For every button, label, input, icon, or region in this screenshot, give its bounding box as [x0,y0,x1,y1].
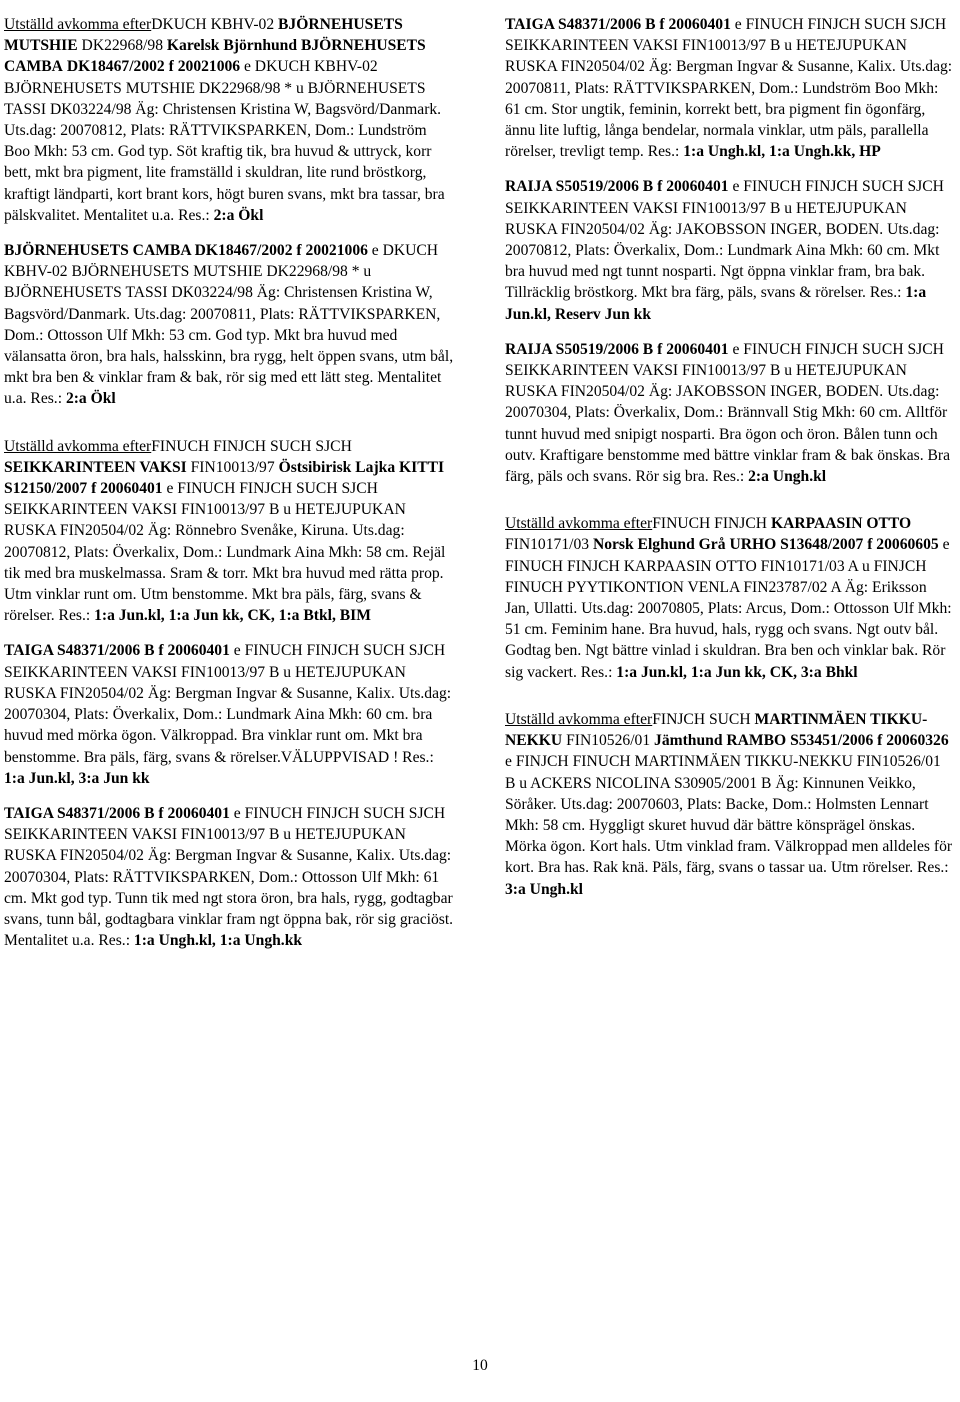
entry-text: e DKUCH KBHV-02 BJÖRNEHUSETS MUTSHIE DK22968/98 * u BJÖRNEHUSETS TASSI DK03224/98 Äg: Christensen Kristina W, Bagsvörd/Danmark. Uts.dag: 20070812, Plats: RÄTTVIKSPARKEN, Dom.: Lundström Boo Mkh: 53 cm. God typ. Söt kraftig tik, bra huvud & uttryck, korr bett, mkt bra pigment, lite framställd i skuldran, lite rund bröstkorg, kraftigt ländparti, kort brant kors, högt buren svans, mkt bra tassar, bra pälskvalitet. Mentalitet u.a. Res.: [4,58,445,224]
bold-text: KARPAASIN OTTO [770,515,912,533]
result-entry [4,803,456,951]
section-heading-label: Utställd avkomma efter [4,16,152,33]
bold-text: 1:a Ungh.kl, 1:a Ungh.kk [133,932,303,950]
result-entry [4,14,456,226]
bold-text: 20021006 [177,58,241,76]
bold-text: 1:a Ungh.kl, 1:a Ungh.kk, HP [683,143,881,161]
bold-text: Karelsk Björnhund [166,37,298,55]
right-column [505,14,955,914]
bold-text: URHO S13648/2007 f [729,536,873,554]
result-entry [505,709,955,900]
entry-text: FINJCH SUCH [652,710,755,728]
entry-text: FIN10526/01 [562,732,655,750]
entry-text: e DKUCH KBHV-02 BJÖRNEHUSETS MUTSHIE DK22968/98 * u BJÖRNEHUSETS TASSI DK03224/98 Äg: Christensen Kristina W, Bagsvörd/Danmark. Uts.dag: 20070811, Plats: RÄTTVIKSPARKEN, Dom.: Ottosson Ulf Mkh: 53 cm. God typ. Mkt bra huvud med välansatta öron, bra hals, halsskinn, bra rygg, helt öppen svans, utm bål, mkt bra ben & vinklar fram & bak, rör sig med ett lätt steg. Mentalitet u.a. Res.: [4,242,454,408]
result-entry [4,240,456,410]
bold-text: f [158,642,164,660]
bold-text: 2:a Ökl [213,206,264,224]
bold-text: 2:a Ungh.kl [748,468,827,486]
bold-text: RAIJA S50519/2006 B [505,178,654,196]
left-column [4,14,456,965]
result-entry [4,436,456,627]
entry-text: e FINUCH FINJCH SUCH SJCH SEIKKARINTEEN VAKSI FIN10013/97 B u HETEJUPUKAN RUSKA FIN20504/02 Äg: Bergman Ingvar & Susanne, Kalix. Uts.dag: 20070304, Plats: RÄTTVIKSPARKEN, Dom.: Ottosson Ulf Mkh: 61 cm. Mkt god typ. Tunn tik med ngt stora öron, bra hals, rygg, godtagbar svans, tunn bål, godtagbara vinklar fram ngt öppna bak, rör sig graciöst. Mentalitet u.a. Res.: [4,804,454,950]
bold-text: 20060401 [666,340,729,358]
result-entry [505,513,955,683]
result-entry [505,14,955,162]
result-entry [505,339,955,487]
bold-text: f [657,340,663,358]
entry-text: e FINUCH FINJCH SUCH SJCH SEIKKARINTEEN VAKSI FIN10013/97 B u HETEJUPUKAN RUSKA FIN20504/02 Äg: JAKOBSSON INGER, BODEN. Uts.dag: 20070304, Plats: Överkalix, Dom.: Brännvall Stig Mkh: 60 cm. Alltför tunnt huvud med snipigt nosparti. Bra ögon och öron. Bålen tunn och outv. Kraftigare benstomme med bättre vinklar fram & bak önskas. Bra färg, päls och svans. Rör sig bra. Res.: [505,340,951,486]
entry-text: FIN10013/97 [186,458,279,476]
entry-text: FIN10171/03 [505,536,593,554]
bold-text: BJÖRNEHUSETS CAMBA [4,37,426,76]
bold-text: 1:a Jun.kl, Reserv Jun kk [505,284,927,323]
bold-text: RAMBO S53451/2006 f [726,732,883,750]
bold-text: 20060326 [886,732,949,750]
bold-text: Norsk Elghund Grå [592,536,726,554]
entry-text: DKUCH KBHV-02 [151,16,279,33]
entry-text: e FINJCH FINUCH MARTINMÄEN TIKKU-NEKKU FIN10526/01 B u ACKERS NICOLINA S30905/2001 B Äg: Kinnunen Veikko, Söråker. Uts.dag: 20070603, Plats: Backe, Dom.: Holmsten Lennart Mkh: 58 cm. Hyggligt skuret huvud där bättre könsprägel önskas. Mörka ögon. Kort hals. Utm vinklad fram. Välkroppad men alldeles för kort. Bra has. Rak knä. Päls, färg, svans o tassar ua. Utm rörelser. Res.: [505,753,953,877]
bold-text: f [158,804,164,822]
page-number: 10 [472,1357,488,1374]
section-heading-label: Utställd avkomma efter [505,710,653,728]
bold-text: MARTINMÄEN TIKKU-NEKKU [505,710,928,750]
result-entry [505,176,955,324]
bold-text: 20060605 [876,536,939,554]
entry-text: e FINUCH FINJCH SUCH SJCH SEIKKARINTEEN VAKSI FIN10013/97 B u HETEJUPUKAN RUSKA FIN20504/02 Äg: Rönnebro Svenåke, Kiruna. Uts.dag: 20070812, Plats: Överkalix, Dom.: Lundmark Aina Mkh: 58 cm. Rejäl tik med bra muskelmassa. Sram & torr. Mkt bra huvud med rätta prop. Utm vinklar runt om. Utm benstomme. Mkt bra päls, färg, svans & rörelser. Res.: [4,480,446,625]
bold-text: 20060401 [666,178,729,196]
bold-text: SEIKKARINTEEN VAKSI [4,458,187,476]
bold-text: f [659,16,665,33]
bold-text: TAIGA S48371/2006 B [4,642,155,660]
bold-text: 20060401 [167,642,230,660]
bold-text: 20060401 [668,16,731,33]
section-heading-label: Utställd avkomma efter [505,515,653,533]
section-heading-label: Utställd avkomma efter [4,437,152,455]
entry-text: FINUCH FINJCH SUCH SJCH [151,437,352,455]
bold-text: DK18467/2002 f [66,58,174,76]
bold-text: BJÖRNEHUSETS CAMBA DK18467/2002 f [4,242,302,260]
bold-text: f [91,480,97,498]
entry-text: e FINUCH FINJCH SUCH SJCH SEIKKARINTEEN VAKSI FIN10013/97 B u HETEJUPUKAN RUSKA FIN20504/02 Äg: Bergman Ingvar & Susanne, Kalix. Uts.dag: 20070811, Plats: RÄTTVIKSPARKEN, Dom.: Lundström Boo Mkh: 61 cm. Stor ungtik, feminin, korrekt bett, bra pigment fin ögonfärg, ännu lite luftig, långa bendelar, normala vinklar, utm päls, parallella rörelser, trevligt temp. Res.: [505,16,953,161]
bold-text: 1:a Jun.kl, 1:a Jun kk, CK, 3:a Bhkl [616,663,858,681]
bold-text: 1:a Jun.kl, 3:a Jun kk [4,769,150,787]
entry-text: e FINUCH FINJCH SUCH SJCH SEIKKARINTEEN VAKSI FIN10013/97 B u HETEJUPUKAN RUSKA FIN20504/02 Äg: JAKOBSSON INGER, BODEN. Uts.dag: 20070812, Plats: Överkalix, Dom.: Lundmark Aina Mkh: 60 cm. Mkt bra huvud med ngt tunnt nosparti. Ngt öppna vinklar fram, bra bak. Tillräcklig bröstkorg. Mkt bra färg, päls, svans & rörelser. Res.: [505,178,944,302]
bold-text: RAIJA S50519/2006 B [505,340,654,358]
bold-text: 2:a Ökl [65,390,116,408]
bold-text: 20021006 [305,242,368,260]
bold-text: TAIGA S48371/2006 B [505,16,656,33]
bold-text: 1:a Jun.kl, 1:a Jun kk, CK, 1:a Btkl, BIM [94,607,371,625]
bold-text: 3:a Ungh.kl [505,880,583,898]
bold-text: Östsibirisk Lajka [278,458,396,476]
bold-text: 20060401 [100,480,163,498]
bold-text: BJÖRNEHUSETS MUTSHIE [4,16,403,55]
bold-text: 20060401 [167,804,230,822]
bold-text: f [657,178,663,196]
entry-text: e FINUCH FINJCH SUCH SJCH SEIKKARINTEEN VAKSI FIN10013/97 B u HETEJUPUKAN RUSKA FIN20504/02 Äg: Bergman Ingvar & Susanne, Kalix. Uts.dag: 20070304, Plats: Överkalix, Dom.: Lundmark Aina Mkh: 60 cm. bra huvud med mörka ögon. Välkroppad. Bra vinklar runt om. Mkt bra benstomme. Bra päls, färg, svans & rörelser.VÄLUPPVISAD ! Res.: [4,642,452,766]
entry-text: DK22968/98 [77,37,167,55]
entry-text: e FINUCH FINJCH KARPAASIN OTTO FIN10171/03 A u FINJCH FINUCH PYYTIKONTION VENLA FIN23787/02 A Äg: Eriksson Jan, Ullatti. Uts.dag: 20070805, Plats: Arcus, Dom.: Ottosson Ulf Mkh: 51 cm. Feminim hane. Bra huvud, hals, rygg och svans. Ngt outv bål. Godtag ben. Ngt bättre vinlad i skuldran. Bra ben och vinklar bak. Rör sig vackert. Res.: [505,536,952,681]
bold-text: Jämthund [654,732,723,750]
result-entry [4,640,456,788]
entry-text: FINUCH FINJCH [652,515,771,533]
bold-text: TAIGA S48371/2006 B [4,804,155,822]
bold-text: KITTI S12150/2007 [4,458,445,498]
